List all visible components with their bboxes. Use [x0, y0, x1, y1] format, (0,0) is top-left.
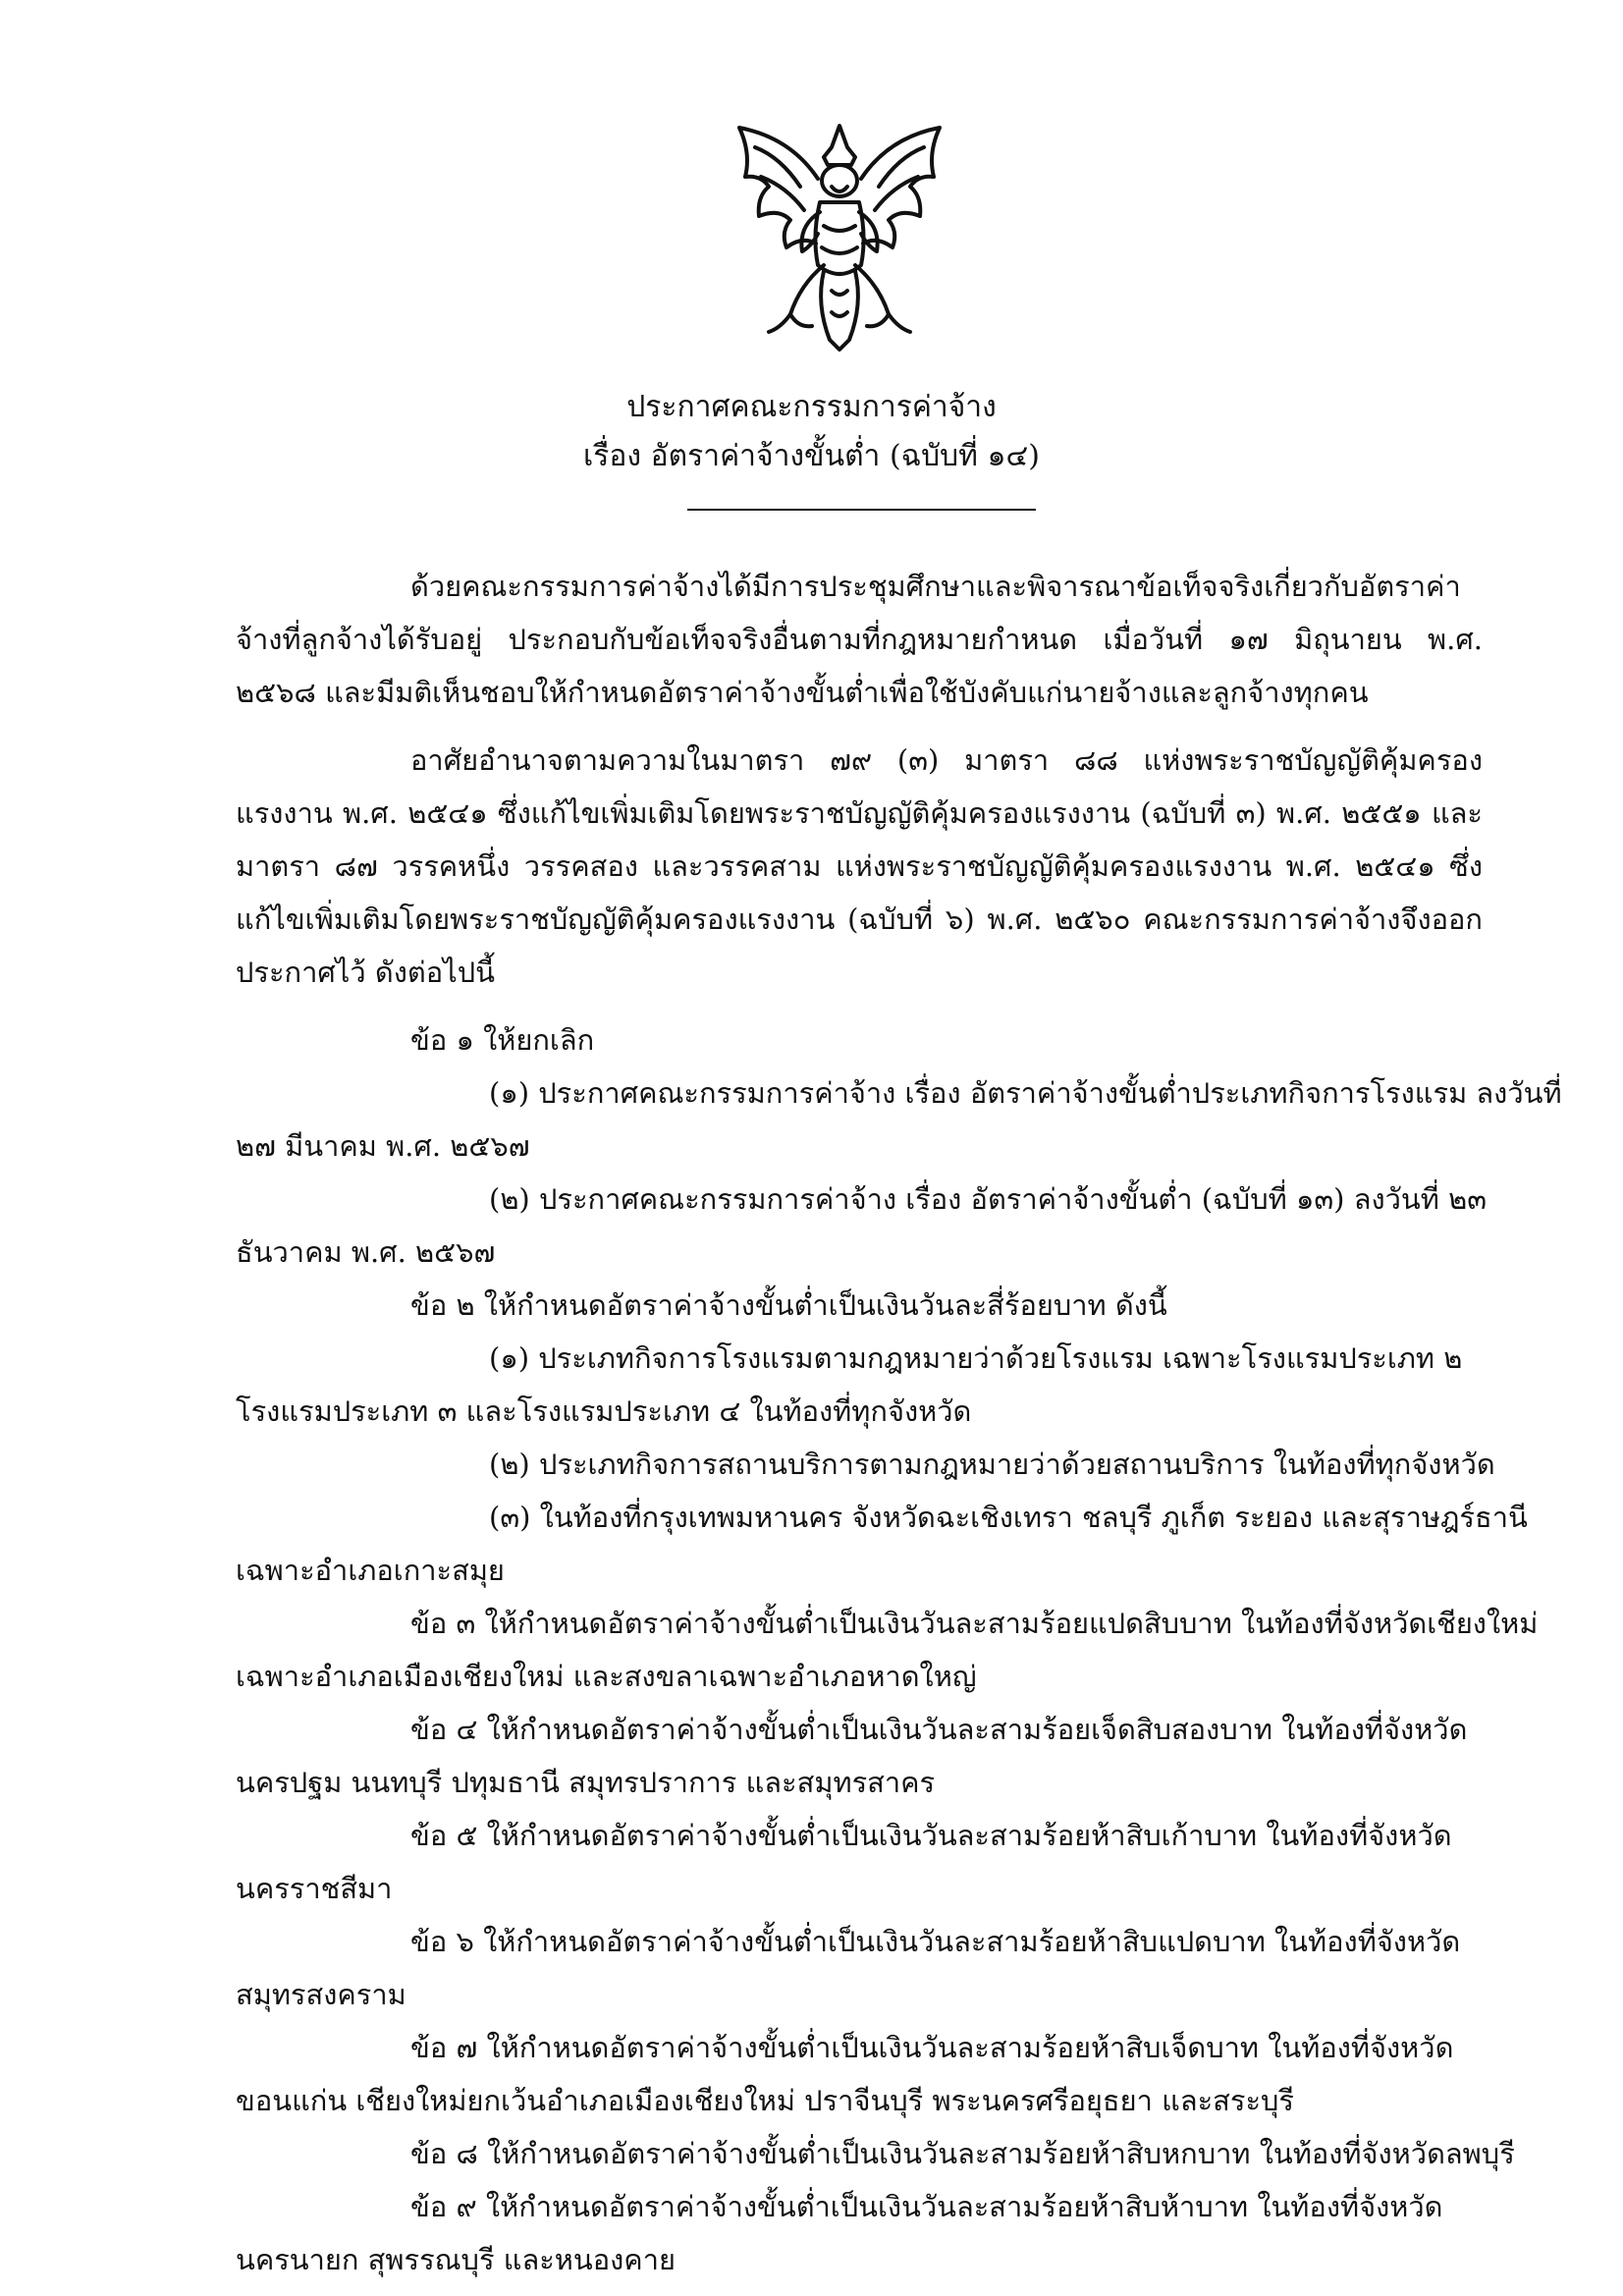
- title-divider: [687, 509, 1036, 511]
- clause-line: (๒) ประเภทกิจการสถานบริการตามกฎหมายว่าด้วยสถานบริการ ในท้องที่ทุกจังหวัด: [489, 1448, 1495, 1481]
- clause-line: (๓) ในท้องที่กรุงเทพมหานคร จังหวัดฉะเชิงเทรา ชลบุรี ภูเก็ต ระยอง และสุราษฎร์ธานี: [489, 1501, 1528, 1534]
- clause-line: ข้อ ๕ ให้กำหนดอัตราค่าจ้างขั้นต่ำเป็นเงินวันละสามร้อยห้าสิบเก้าบาท ในท้องที่จังหวัด: [410, 1819, 1452, 1852]
- clause-line: ขอนแก่น เชียงใหม่ยกเว้นอำเภอเมืองเชียงใหม่ ปราจีนบุรี พระนครศรีอยุธยา และสระบุรี: [236, 2084, 1294, 2117]
- clause-line: ข้อ ๔ ให้กำหนดอัตราค่าจ้างขั้นต่ำเป็นเงินวันละสามร้อยเจ็ดสิบสองบาท ในท้องที่จังหวัด: [410, 1713, 1468, 1746]
- clause-line: ข้อ ๖ ให้กำหนดอัตราค่าจ้างขั้นต่ำเป็นเงินวันละสามร้อยห้าสิบแปดบาท ในท้องที่จังหวัด: [410, 1925, 1461, 1958]
- clause-line: นครนายก สุพรรณบุรี และหนองคาย: [236, 2243, 676, 2276]
- document-subject: เรื่อง อัตราค่าจ้างขั้นต่ำ (ฉบับที่ ๑๔): [583, 439, 1040, 473]
- preamble-paragraph-1: ด้วยคณะกรรมการค่าจ้างได้มีการประชุมศึกษาและพิจารณาข้อเท็จจริงเกี่ยวกับอัตราค่าจ้างที่ลูกจ้างได้รับอยู่ ประกอบกับข้อเท็จจริงอื่นตามที่กฎหมายกำหนด เมื่อวันที่ ๑๗ มิถุนายน พ.ศ. ๒๕๖๘ และมีมติเห็นชอบให้กำหนดอัตราค่าจ้างขั้นต่ำเพื่อใช้บังคับแก่นายจ้างและลูกจ้างทุกคน: [236, 570, 1483, 709]
- clause-line: ข้อ ๘ ให้กำหนดอัตราค่าจ้างขั้นต่ำเป็นเงินวันละสามร้อยห้าสิบหกบาท ในท้องที่จังหวัดลพบุรี: [410, 2137, 1515, 2170]
- clause-line: ข้อ ๗ ให้กำหนดอัตราค่าจ้างขั้นต่ำเป็นเงินวันละสามร้อยห้าสิบเจ็ดบาท ในท้องที่จังหวัด: [410, 2031, 1454, 2064]
- clause-line: สมุทรสงคราม: [236, 1978, 406, 2011]
- clause-line: ข้อ ๙ ให้กำหนดอัตราค่าจ้างขั้นต่ำเป็นเงินวันละสามร้อยห้าสิบห้าบาท ในท้องที่จังหวัด: [410, 2190, 1443, 2223]
- document-body: [236, 560, 1562, 2286]
- clause-line: (๑) ประเภทกิจการโรงแรมตามกฎหมายว่าด้วยโรงแรม เฉพาะโรงแรมประเภท ๒: [489, 1341, 1463, 1375]
- clause-line: นครปฐม นนทบุรี ปทุมธานี สมุทรปราการ และสมุทรสาคร: [236, 1766, 936, 1799]
- preamble-paragraph-2: อาศัยอำนาจตามความในมาตรา ๗๙ (๓) มาตรา ๘๘ แห่งพระราชบัญญัติคุ้มครองแรงงาน พ.ศ. ๒๕๔๑ ซึ่งแก้ไขเพิ่มเติมโดยพระราชบัญญัติคุ้มครองแรงงาน (ฉบับที่ ๓) พ.ศ. ๒๕๕๑ และมาตรา ๘๗ วรรคหนึ่ง วรรคสอง และวรรคสาม แห่งพระราชบัญญัติคุ้มครองแรงงาน พ.ศ. ๒๕๔๑ ซึ่งแก้ไขเพิ่มเติมโดยพระราชบัญญัติคุ้มครองแรงงาน (ฉบับที่ ๖) พ.ศ. ๒๕๖๐ คณะกรรมการค่าจ้างจึงออกประกาศไว้ ดังต่อไปนี้: [236, 743, 1483, 989]
- clause-line: โรงแรมประเภท ๓ และโรงแรมประเภท ๔ ในท้องที่ทุกจังหวัด: [236, 1394, 972, 1428]
- clause-line: เฉพาะอำเภอเมืองเชียงใหม่ และสงขลาเฉพาะอำเภอหาดใหญ่: [236, 1660, 977, 1693]
- clause-line: (๒) ประกาศคณะกรรมการค่าจ้าง เรื่อง อัตราค่าจ้างขั้นต่ำ (ฉบับที่ ๑๓) ลงวันที่ ๒๓: [489, 1182, 1488, 1216]
- clause-line: ธันวาคม พ.ศ. ๒๕๖๗: [236, 1235, 496, 1269]
- clause-line: (๑) ประกาศคณะกรรมการค่าจ้าง เรื่อง อัตราค่าจ้างขั้นต่ำประเภทกิจการโรงแรม ลงวันที่: [489, 1076, 1562, 1110]
- clause-line: ข้อ ๓ ให้กำหนดอัตราค่าจ้างขั้นต่ำเป็นเงินวันละสามร้อยแปดสิบบาท ในท้องที่จังหวัดเชียงใหม่: [410, 1607, 1539, 1640]
- clause-line: ๒๗ มีนาคม พ.ศ. ๒๕๖๗: [236, 1129, 530, 1163]
- clause-line: นครราชสีมา: [236, 1872, 393, 1905]
- clause-line: เฉพาะอำเภอเกาะสมุย: [236, 1554, 505, 1587]
- garuda-emblem-icon: [722, 118, 957, 354]
- clause-line: ข้อ ๑ ให้ยกเลิก: [410, 1023, 595, 1057]
- clause-line: ข้อ ๒ ให้กำหนดอัตราค่าจ้างขั้นต่ำเป็นเงินวันละสี่ร้อยบาท ดังนี้: [410, 1288, 1167, 1322]
- document-title: ประกาศคณะกรรมการค่าจ้าง: [626, 390, 997, 424]
